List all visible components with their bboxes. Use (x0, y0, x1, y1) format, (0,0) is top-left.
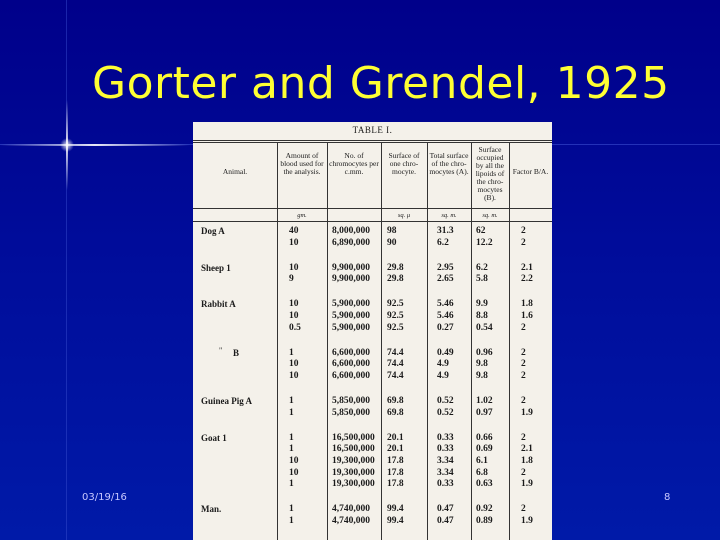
ditto-mark: " (219, 345, 223, 355)
table-cell: 1.02 (476, 396, 493, 406)
table-cell: 2 (521, 432, 526, 443)
table-cell: 92.5 (387, 322, 404, 333)
table-cell: 9,900,000 (332, 262, 370, 273)
table-cell: 1.8 (521, 455, 533, 466)
table-row (193, 345, 552, 360)
table-cell: 5,900,000 (332, 299, 370, 310)
table-cell: 10 (289, 299, 299, 310)
table-cell: 8,000,000 (332, 226, 370, 236)
table-cell: 9.9 (476, 299, 488, 310)
table-cell: 4,740,000 (332, 515, 370, 526)
table-cell: 29.8 (387, 274, 404, 285)
table-row (193, 408, 552, 420)
table-cell: 19,300,000 (332, 479, 375, 490)
table-cell: 6.1 (476, 455, 488, 466)
table-row (193, 274, 552, 286)
table-cell: 2 (521, 322, 526, 333)
unit-label: gm. (297, 212, 307, 219)
table-row (193, 299, 552, 311)
table-cell: 2.1 (521, 444, 533, 455)
table-row (193, 396, 552, 408)
table-cell: 1.9 (521, 479, 533, 490)
table-cell: 2 (521, 467, 526, 478)
table-row (193, 479, 552, 491)
table-cell: 0.5 (289, 322, 301, 333)
table-cell: 74.4 (387, 359, 404, 370)
table-row (193, 468, 552, 480)
table-cell: 1.9 (521, 515, 533, 526)
table-cell: 0.96 (476, 347, 493, 358)
table-cell: 0.49 (437, 347, 454, 358)
table-cell: 2 (521, 359, 526, 370)
table-cell: 6,600,000 (332, 370, 370, 381)
table-cell: 62 (476, 226, 486, 236)
table-cell: 4.9 (437, 359, 449, 370)
table-row (193, 263, 552, 275)
table-cell: 4,740,000 (332, 504, 370, 515)
table-cell: 1 (289, 347, 294, 358)
column-header: Amount of blood used for the analysis. (280, 151, 324, 176)
table-cell: 6,600,000 (332, 359, 370, 370)
slide-page-number: 8 (664, 492, 671, 503)
slide-title: Gorter and Grendel, 1925 (92, 58, 670, 109)
table-cell: 3.34 (437, 467, 454, 478)
table-title: TABLE I. (352, 125, 393, 135)
table-cell: 16,500,000 (332, 432, 375, 443)
table-cell: 20.1 (387, 432, 404, 443)
unit-label: sq. m. (441, 212, 457, 219)
table-cell: 99.4 (387, 515, 404, 526)
table-cell: 5.46 (437, 299, 454, 310)
table-cell: 5.8 (476, 274, 488, 285)
table-rule (193, 221, 552, 222)
table-cell: 9 (289, 274, 294, 285)
table-rule (193, 208, 552, 209)
table-cell: 6.8 (476, 467, 488, 478)
table-cell: 17.8 (387, 455, 404, 466)
table-cell: 10 (289, 455, 299, 466)
table-cell: 5,900,000 (332, 322, 370, 333)
animal-name: Man. (201, 504, 222, 515)
table-cell: 92.5 (387, 299, 404, 310)
table-rule (193, 140, 552, 141)
table-cell: 10 (289, 262, 299, 273)
animal-name: Dog A (201, 226, 225, 236)
table-cell: 1 (289, 432, 294, 443)
column-header: Animal. (222, 167, 248, 176)
table-cell: 1 (289, 479, 294, 490)
table-cell: 2 (521, 237, 526, 248)
table-cell: 5,900,000 (332, 311, 370, 321)
table-cell: 0.52 (437, 396, 454, 406)
table-cell: 0.66 (476, 432, 493, 443)
table-cell: 19,300,000 (332, 455, 375, 466)
table-cell: 2.1 (521, 262, 533, 273)
column-header: Surface of one chro-mocyte. (388, 151, 420, 176)
table-cell: 10 (289, 311, 299, 321)
column-header: Total surface of the chro-mocytes (A). (429, 151, 469, 176)
table-cell: 0.33 (437, 444, 454, 455)
table-cell: 99.4 (387, 504, 404, 515)
table-cell: 90 (387, 237, 397, 248)
table-cell: 1 (289, 515, 294, 526)
table-cell: 2 (521, 226, 526, 236)
table-cell: 9.8 (476, 359, 488, 370)
table-cell: 19,300,000 (332, 467, 375, 478)
table-row (193, 371, 552, 383)
table-cell: 0.33 (437, 432, 454, 443)
table-cell: 2 (521, 370, 526, 381)
table-row (193, 433, 552, 445)
table-cell: 40 (289, 226, 299, 236)
animal-name: Guinea Pig A (201, 396, 253, 406)
animal-name: Rabbit A (201, 299, 236, 310)
table-cell: 0.63 (476, 479, 493, 490)
table-cell: 0.89 (476, 515, 493, 526)
table-cell: 0.54 (476, 322, 493, 333)
table-cell: 8.8 (476, 311, 488, 321)
table-row (193, 516, 552, 528)
table-cell: 1 (289, 407, 294, 418)
table-cell: 1 (289, 444, 294, 455)
table-cell: 4.9 (437, 370, 449, 381)
table-row (193, 323, 552, 335)
table-cell: 1.6 (521, 311, 533, 321)
table-cell: 10 (289, 370, 299, 381)
table-cell: 5.46 (437, 311, 454, 321)
table-cell: 74.4 (387, 347, 404, 358)
table-cell: 29.8 (387, 262, 404, 273)
animal-name: Sheep 1 (201, 262, 231, 273)
table-cell: 0.47 (437, 515, 454, 526)
table-scan (193, 122, 552, 540)
table-cell: 0.27 (437, 322, 454, 333)
slide-date: 03/19/16 (82, 492, 127, 503)
table-cell: 2 (521, 504, 526, 515)
table-cell: 9,900,000 (332, 274, 370, 285)
table-rule (193, 142, 552, 143)
table-cell: 0.33 (437, 479, 454, 490)
table-cell: 6,890,000 (332, 237, 370, 248)
table-cell: 17.8 (387, 479, 404, 490)
table-cell: 2.95 (437, 262, 454, 273)
table-cell: 74.4 (387, 370, 404, 381)
table-cell: 3.34 (437, 455, 454, 466)
table-cell: 16,500,000 (332, 444, 375, 455)
column-header: No. of chromocytes per c.mm. (329, 151, 379, 176)
table-cell: 1.9 (521, 407, 533, 418)
table-cell: 1.8 (521, 299, 533, 310)
table-cell: 5,850,000 (332, 407, 370, 418)
table-cell: 0.69 (476, 444, 493, 455)
table-cell: 0.92 (476, 504, 493, 515)
table-cell: 98 (387, 226, 397, 236)
table-cell: 2 (521, 347, 526, 358)
table-cell: 92.5 (387, 311, 404, 321)
animal-name: Goat 1 (201, 432, 227, 443)
column-header: Surface occupied by all the lipoids of the chro-mocytes (B). (475, 145, 505, 202)
table-cell: 1 (289, 504, 294, 515)
table-cell: 69.8 (387, 407, 404, 418)
table-cell: 5,850,000 (332, 396, 370, 406)
table-row (193, 444, 552, 456)
column-header: Factor B/A. (512, 167, 549, 176)
table-cell: 6,600,000 (332, 347, 370, 358)
table-cell: 1 (289, 396, 294, 406)
table-cell: 20.1 (387, 444, 404, 455)
table-cell: 10 (289, 237, 299, 248)
table-row (193, 226, 552, 238)
table-cell: 10 (289, 359, 299, 370)
table-cell: 0.97 (476, 407, 493, 418)
table-cell: 0.52 (437, 407, 454, 418)
table-cell: 10 (289, 467, 299, 478)
table-cell: 2.65 (437, 274, 454, 285)
table-cell: 69.8 (387, 396, 404, 406)
table-cell: 6.2 (476, 262, 488, 273)
table-cell: 2 (521, 396, 526, 406)
table-cell: 0.47 (437, 504, 454, 515)
table-cell: 31.3 (437, 226, 454, 236)
unit-label: sq. μ (397, 212, 411, 219)
table-cell: 17.8 (387, 467, 404, 478)
table-row (193, 456, 552, 468)
table-row (193, 359, 552, 371)
table-cell: 9.8 (476, 370, 488, 381)
unit-label: sq. m. (482, 212, 498, 219)
animal-name: B (233, 347, 240, 358)
table-row (193, 504, 552, 516)
table-cell: 12.2 (476, 237, 493, 248)
table-row (193, 238, 552, 250)
table-row (193, 311, 552, 323)
table-cell: 2.2 (521, 274, 533, 285)
table-cell: 6.2 (437, 237, 449, 248)
